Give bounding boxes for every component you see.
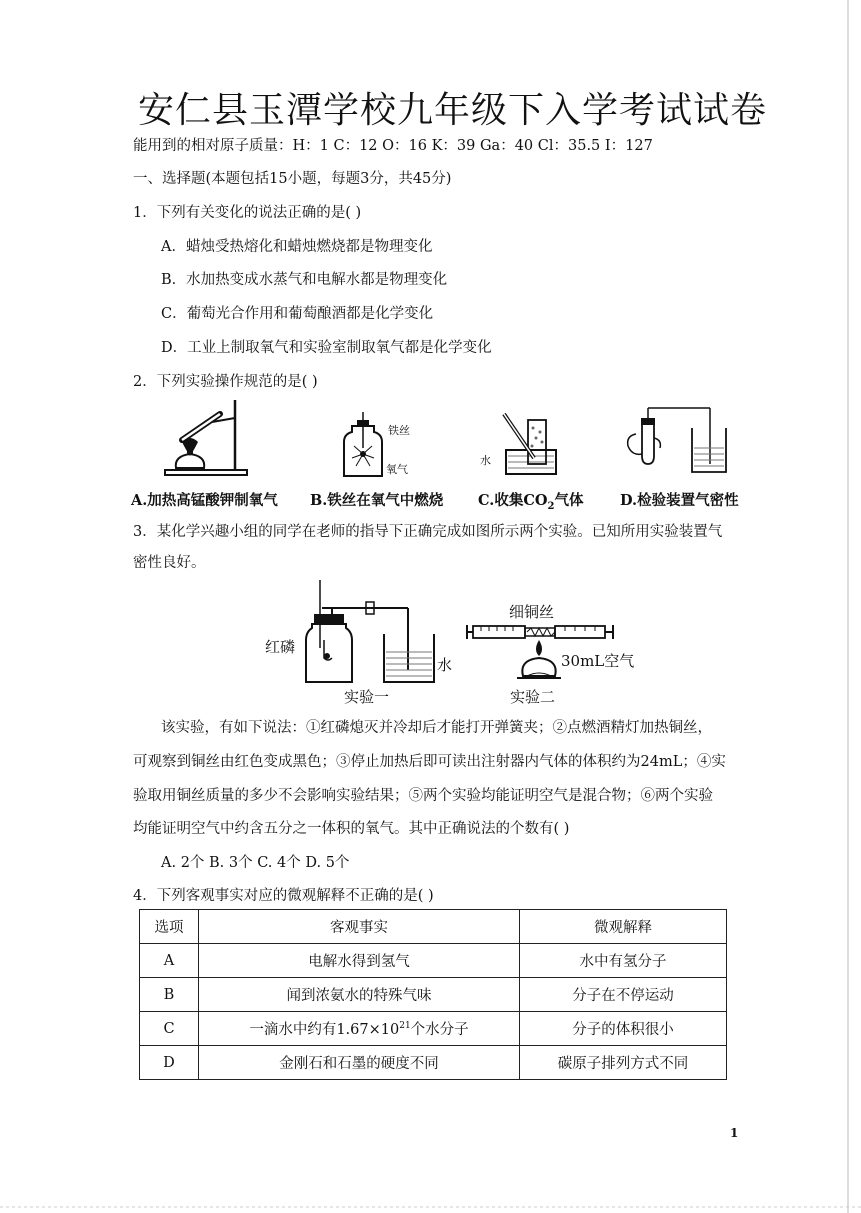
q2-option-a: A.加热高锰酸钾制氧气	[131, 492, 278, 509]
row-explanation: 碳原子排列方式不同	[520, 1046, 727, 1080]
q3-stem-line1: 3．某化学兴趣小组的同学在老师的指导下正确完成如图所示两个实验。已知所用实验装置气	[133, 524, 723, 540]
q3-paragraph-line2: 可观察到铜丝由红色变成黑色；③停止加热后即可读出注射器内气体的体积约为24mL；④实	[133, 754, 726, 770]
q3-paragraph-line1: 该实验，有如下说法：①红磷熄灭并冷却后才能打开弹簧夹；②点燃酒精灯加热铜丝，	[161, 720, 712, 736]
q1-option-a: A．蜡烛受热熔化和蜡烛燃烧都是物理变化	[161, 239, 433, 255]
row-explanation: 分子的体积很小	[520, 1012, 727, 1046]
q2-figure-c	[498, 412, 560, 478]
row-explanation: 分子在不停运动	[520, 978, 727, 1012]
q2-figure-a	[160, 398, 255, 478]
q1-option-c: C．葡萄光合作用和葡萄酿酒都是化学变化	[161, 306, 434, 322]
table-row	[140, 1012, 727, 1046]
q4-table	[139, 909, 727, 1080]
q4-stem: 4．下列客观事实对应的微观解释不正确的是( )	[133, 888, 434, 904]
q2-stem: 2．下列实验操作规范的是( )	[133, 374, 318, 390]
header-option: 选项	[140, 910, 199, 944]
q2-figure-b	[340, 412, 385, 480]
row-fact: 一滴水中约有$1.67\times 10^{21}$个水分子	[199, 1012, 520, 1046]
table-row	[140, 978, 727, 1012]
header-explanation: 微观解释	[520, 910, 727, 944]
label-water-exp1: 水	[437, 656, 453, 674]
table-header-row	[140, 910, 727, 944]
label-water-c: 水	[480, 454, 491, 467]
q3-options: A. 2个 B. 3个 C. 4个 D. 5个	[161, 855, 350, 871]
q1-option-d: D．工业上制取氧气和实验室制取氧气都是化学变化	[161, 340, 492, 356]
q2-option-d: D.检验装置气密性	[620, 492, 739, 509]
header-fact: 客观事实	[199, 910, 520, 944]
row-explanation: 水中有氢分子	[520, 944, 727, 978]
q3-paragraph-line3: 验取用铜丝质量的多少不会影响实验结果；⑤两个实验均能证明空气是混合物；⑥两个实验	[133, 788, 713, 804]
label-exp1: 实验一	[344, 688, 390, 706]
q1-option-b: B．水加热变成水蒸气和电解水都是物理变化	[161, 272, 448, 288]
row-option: C	[140, 1012, 199, 1046]
row-option: D	[140, 1046, 199, 1080]
row-fact: 闻到浓氨水的特殊气味	[199, 978, 520, 1012]
q3-stem-line2: 密性良好。	[133, 555, 206, 571]
q3-figure-exp1	[300, 578, 453, 686]
table-row	[140, 944, 727, 978]
q2-option-b: B.铁丝在氧气中燃烧	[310, 492, 444, 509]
row-fact: 电解水得到氢气	[199, 944, 520, 978]
q2-figure-d	[622, 404, 732, 479]
atomic-masses: 能用到的相对原子质量：H：1 C：12 O：16 K：39 Ga：40 Cl：35.5 I：127	[133, 138, 653, 154]
row-option: A	[140, 944, 199, 978]
label-red-phosphorus: 红磷	[265, 638, 296, 656]
table-row	[140, 1046, 727, 1080]
row-fact: 金刚石和石墨的硬度不同	[199, 1046, 520, 1080]
q2-option-c: C.收集$CO_2$气体	[478, 492, 584, 512]
row-option: B	[140, 978, 199, 1012]
q1-stem: 1．下列有关变化的说法正确的是( )	[133, 205, 362, 221]
q3-paragraph-line4: 均能证明空气中约含五分之一体积的氧气。其中正确说法的个数有( )	[133, 821, 570, 837]
page-number: 1	[730, 1126, 739, 1140]
page-title: 安仁县玉潭学校九年级下入学考试试卷	[138, 90, 768, 131]
label-30ml-air: 30mL空气	[561, 652, 635, 670]
label-oxygen: 氧气	[386, 463, 408, 476]
label-copper-wire: 细铜丝	[509, 603, 555, 621]
label-iron-wire: 铁丝	[388, 424, 410, 437]
label-exp2: 实验二	[510, 688, 556, 706]
section-heading: 一、选择题(本题包括15小题，每题3分，共45分)	[133, 171, 452, 187]
